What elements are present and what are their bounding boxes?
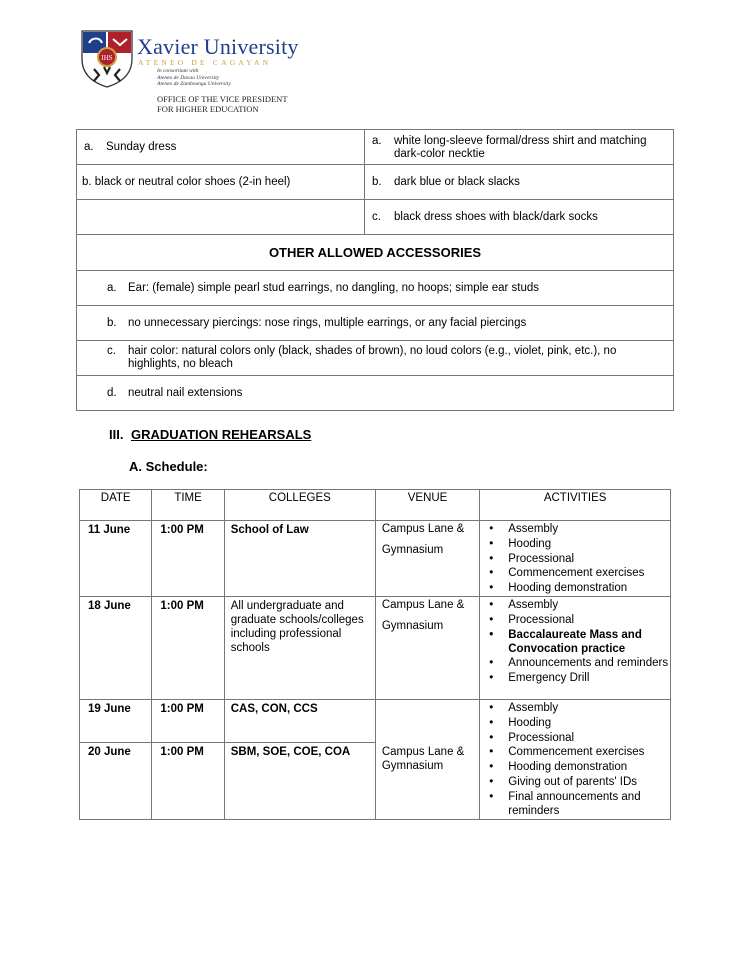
university-name: Xavier University [137, 34, 299, 59]
attire-cell-empty [77, 200, 365, 235]
university-subtitle: ATENEO DE CAGAYAN [138, 58, 272, 67]
office-line: OFFICE OF THE VICE PRESIDENT [157, 94, 288, 104]
bullet-icon: • [489, 552, 494, 565]
list-item [480, 628, 670, 656]
time-cell: 1:00 PM [152, 743, 224, 819]
bullet-icon: • [489, 567, 494, 580]
list-item [480, 701, 670, 715]
list-marker: c. [107, 345, 116, 357]
attire-cell [77, 130, 365, 165]
list-marker: b. [372, 176, 382, 188]
activity-text: Processional [508, 552, 575, 565]
schedule-header-row [80, 490, 671, 521]
colleges-cell: CAS, CON, CCS [224, 699, 375, 742]
attire-cell [365, 130, 674, 165]
column-header: COLLEGES [224, 490, 375, 521]
accessory-item: no unnecessary piercings: nose rings, multiple earrings, or any facial piercings [128, 317, 527, 329]
attire-item: white long-sleeve formal/dress shirt and matching dark-color necktie [394, 135, 647, 160]
consortium-line: In consortium with [157, 68, 199, 74]
list-item [480, 790, 670, 818]
list-item [480, 775, 670, 789]
accessory-item: hair color: natural colors only (black, shades of brown), no loud colors (e.g., violet, pink, etc.), no highlights, no bleach [128, 345, 617, 370]
bullet-icon: • [489, 613, 494, 626]
date-cell: 11 June [80, 521, 152, 597]
activities-cell [480, 521, 671, 597]
activity-text: Assembly [508, 701, 559, 714]
letterhead [80, 29, 340, 119]
list-marker: a. [372, 135, 382, 147]
activity-text: Hooding demonstration [508, 582, 628, 595]
activity-text: Commencement exercises [508, 746, 645, 759]
office-name [157, 94, 288, 114]
activity-text: Hooding [508, 716, 552, 729]
list-item [480, 522, 670, 536]
bullet-icon: • [489, 657, 494, 670]
attire-row [77, 165, 674, 200]
attire-item: b. black or neutral color shoes (2-in heel) [82, 176, 291, 188]
list-marker: a. [107, 282, 117, 294]
table-row [80, 699, 671, 742]
accessory-cell [77, 376, 674, 411]
bullet-icon: • [489, 746, 494, 759]
accessory-item: neutral nail extensions [128, 387, 243, 399]
bullet-icon: • [489, 775, 494, 788]
activity-text: Processional [508, 613, 575, 626]
accessory-row [77, 376, 674, 411]
attire-cell [365, 165, 674, 200]
section-title: GRADUATION REHEARSALS [131, 427, 312, 442]
time-cell: 1:00 PM [152, 521, 224, 597]
list-item [480, 716, 670, 730]
activity-text: Final announcements and reminders [508, 790, 641, 817]
activity-text: Giving out of parents' IDs [508, 775, 638, 788]
activity-text: Baccalaureate Mass and Convocation practice [508, 628, 642, 655]
column-header: VENUE [375, 490, 479, 521]
attire-row [77, 200, 674, 235]
activity-text: Hooding demonstration [508, 761, 628, 774]
venue-line: Campus Lane & [381, 598, 465, 611]
accessory-cell [77, 271, 674, 306]
attire-item: Sunday dress [106, 141, 177, 153]
svg-text:IHS: IHS [101, 54, 113, 62]
accessory-cell [77, 341, 674, 376]
venue-line: Campus Lane & [381, 746, 465, 759]
column-header: TIME [152, 490, 224, 521]
activity-text: Emergency Drill [508, 672, 590, 685]
table-row [80, 596, 671, 699]
list-item [480, 598, 670, 612]
bullet-icon: • [489, 672, 494, 685]
attire-cell [77, 165, 365, 200]
section-heading [109, 427, 311, 442]
accessory-item: Ear: (female) simple pearl stud earrings, no dangling, no hoops; simple ear studs [128, 282, 540, 294]
list-marker: d. [107, 387, 117, 399]
venue-cell [375, 699, 479, 819]
bullet-icon: • [489, 582, 494, 595]
venue-cell [375, 521, 479, 597]
bullet-icon: • [489, 523, 494, 535]
list-item [480, 745, 670, 759]
attire-table [76, 129, 674, 411]
bullet-icon: • [489, 790, 494, 803]
list-item [480, 566, 670, 580]
date-cell: 20 June [80, 743, 152, 819]
consortium-line: Ateneo de Davao University [157, 74, 220, 81]
colleges-cell: SBM, SOE, COE, COA [224, 743, 375, 819]
accessories-heading: OTHER ALLOWED ACCESSORIES [77, 235, 674, 271]
attire-item: black dress shoes with black/dark socks [394, 211, 598, 223]
table-row [80, 521, 671, 597]
activity-text: Assembly [508, 523, 559, 535]
column-header: DATE [80, 490, 152, 521]
activity-text: Assembly [508, 598, 559, 611]
venue-line: Gymnasium [381, 760, 444, 773]
activities-list [480, 701, 670, 818]
subsection-heading: A. Schedule: [129, 459, 208, 474]
time-cell: 1:00 PM [152, 596, 224, 699]
bullet-icon: • [489, 598, 494, 611]
bullet-icon: • [489, 537, 494, 550]
list-item [480, 613, 670, 627]
activity-text: Processional [508, 731, 575, 744]
section-number: III. [109, 427, 124, 442]
column-header: ACTIVITIES [480, 490, 671, 521]
attire-item: dark blue or black slacks [394, 176, 520, 188]
list-item [480, 537, 670, 551]
attire-row [77, 130, 674, 165]
accessory-row [77, 306, 674, 341]
list-item [480, 671, 670, 685]
list-marker: b. [107, 317, 117, 329]
bullet-icon: • [489, 701, 494, 714]
activities-list [480, 522, 670, 595]
bullet-icon: • [489, 628, 494, 641]
activities-cell [480, 596, 671, 699]
venue-line: Gymnasium [381, 619, 444, 632]
activity-text: Hooding [508, 537, 552, 550]
date-cell: 18 June [80, 596, 152, 699]
list-item [480, 760, 670, 774]
office-line: FOR HIGHER EDUCATION [157, 104, 259, 114]
schedule-table [79, 489, 671, 820]
consortium-line: Ateneo de Zamboanga University [157, 81, 231, 87]
activity-text: Announcements and reminders [508, 657, 669, 670]
activities-list [480, 598, 670, 685]
list-item [480, 731, 670, 745]
bullet-icon: • [489, 731, 494, 744]
venue-cell [375, 596, 479, 699]
bullet-icon: • [489, 716, 494, 729]
list-item [480, 581, 670, 595]
accessories-heading-row [77, 235, 674, 271]
venue-line: Gymnasium [381, 544, 444, 556]
list-item [480, 552, 670, 566]
list-item [480, 656, 670, 670]
accessory-row [77, 271, 674, 306]
venue-line: Campus Lane & [381, 523, 465, 535]
accessory-cell [77, 306, 674, 341]
university-crest-icon [80, 29, 134, 89]
list-marker: c. [372, 211, 381, 223]
activities-cell [480, 699, 671, 819]
accessory-row [77, 341, 674, 376]
attire-cell [365, 200, 674, 235]
list-marker: a. [84, 141, 94, 153]
colleges-cell: All undergraduate and graduate schools/colleges including professional schools [224, 596, 375, 699]
colleges-cell: School of Law [224, 521, 375, 597]
bullet-icon: • [489, 761, 494, 774]
consortium-note [157, 68, 231, 88]
activity-text: Commencement exercises [508, 567, 645, 580]
date-cell: 19 June [80, 699, 152, 742]
time-cell: 1:00 PM [152, 699, 224, 742]
